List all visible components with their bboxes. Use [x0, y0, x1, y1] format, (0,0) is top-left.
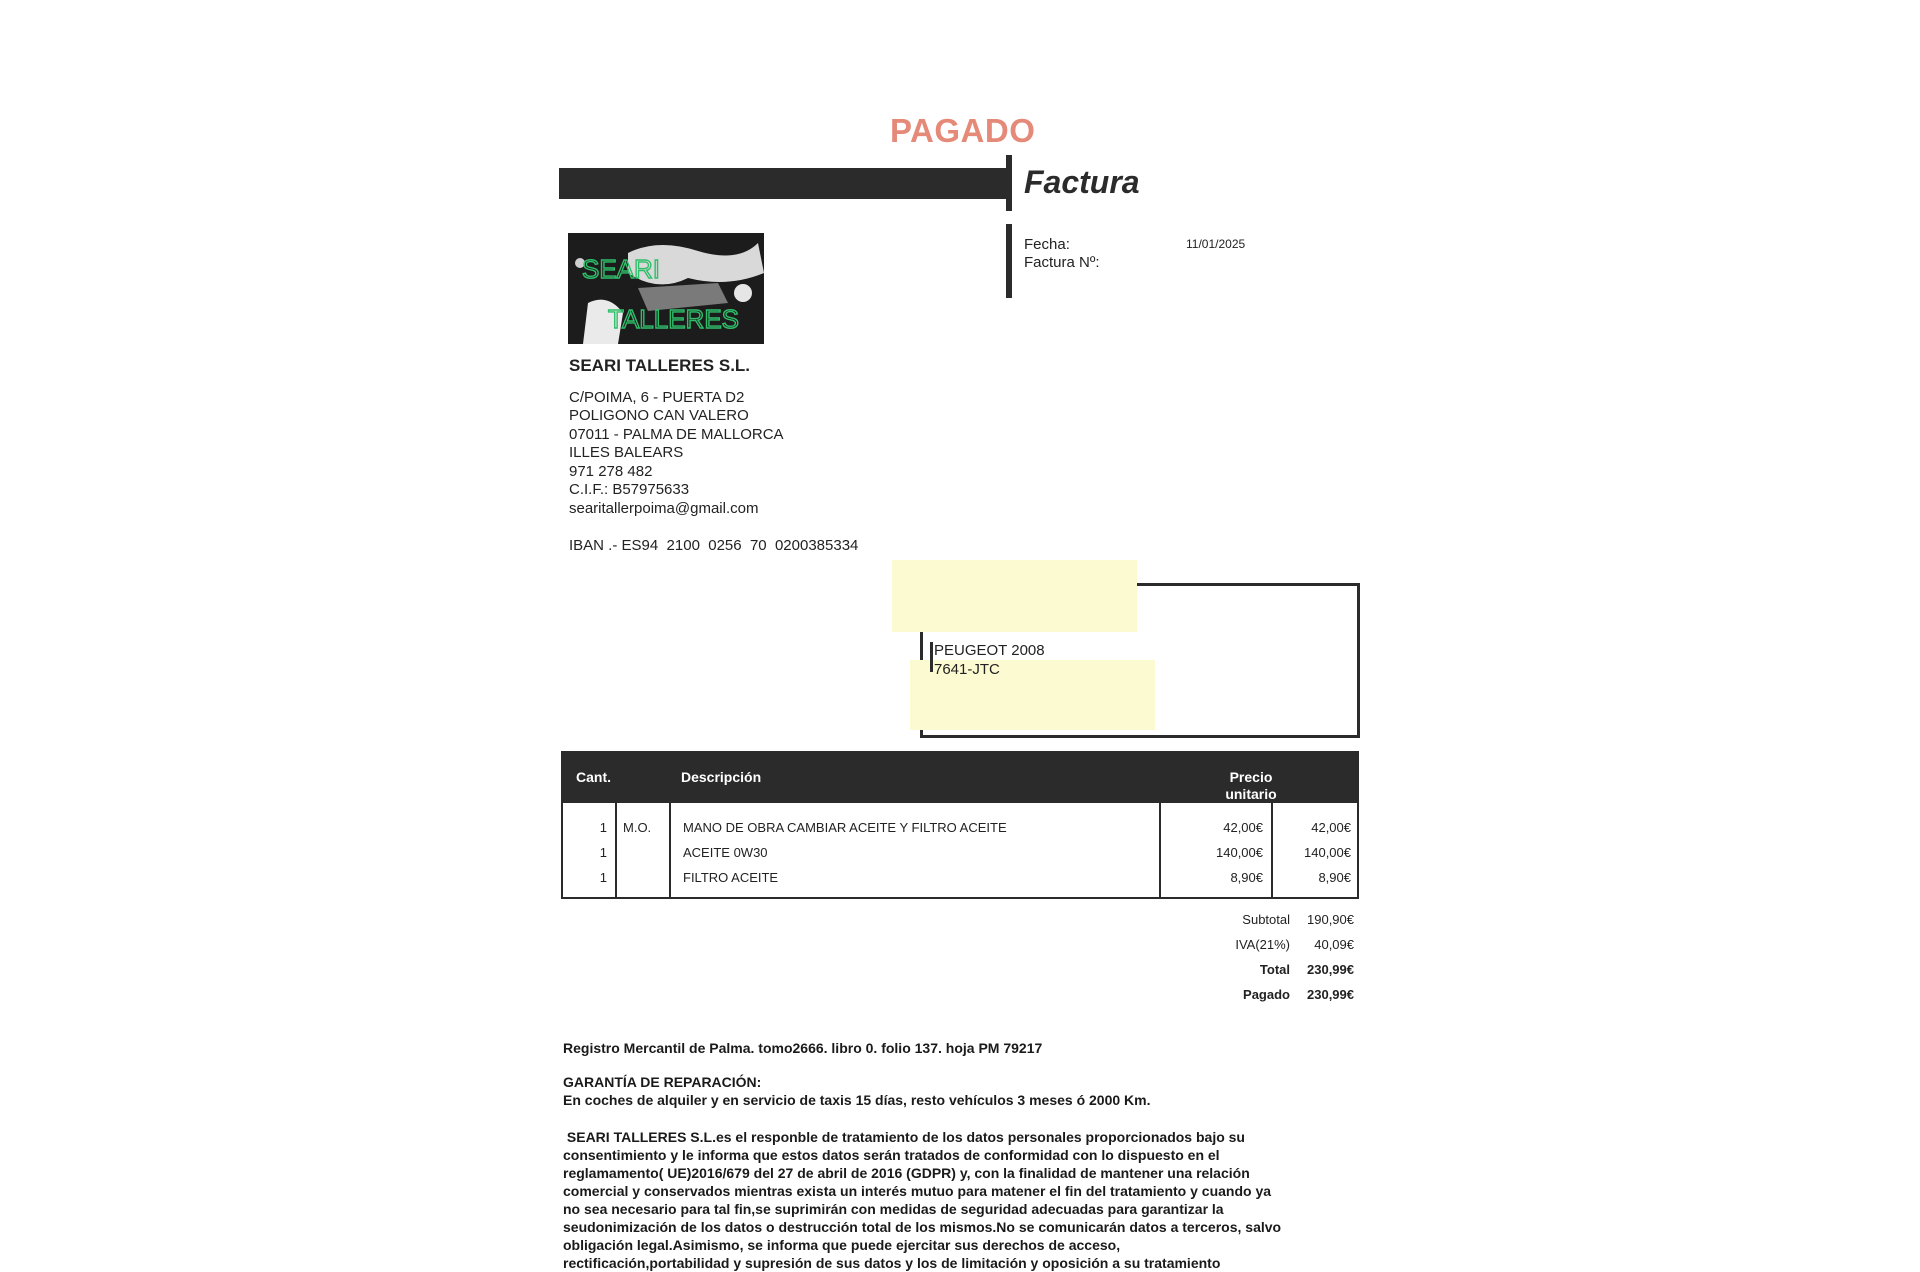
total-label: Total [1259, 962, 1290, 977]
address-line: POLIGONO CAN VALERO [569, 407, 749, 424]
privacy-line: comercial y conservados mientras exista un interés mutuo para matener el fin del tratamiento y cuando ya [563, 1183, 1272, 1199]
redacted-highlight [892, 560, 1137, 632]
row-cant: 1 [599, 870, 607, 885]
header-precio: Precio [1229, 769, 1273, 785]
row-precio: 8,90€ [1230, 870, 1263, 885]
phone: 971 278 482 [569, 463, 653, 480]
subtotal-value: 190,90€ [1307, 912, 1354, 927]
privacy-line: SEARI TALLERES S.L.es el responble de tratamiento de los datos personales proporcionados bajo su [563, 1129, 1245, 1145]
svg-text:SEARI: SEARI [582, 254, 661, 284]
row-desc: MANO DE OBRA CAMBIAR ACEITE Y FILTRO ACEITE [683, 820, 1007, 835]
privacy-line: seudonimización de los datos o destrucción total de los mismos.No se comunicarán datos a terceros, salvo [563, 1219, 1282, 1235]
privacy-line: reglamamento( UE)2016/679 del 27 de abril de 2016 (GDPR) y, con la finalidad de mantener una relación [563, 1165, 1250, 1181]
header-divider [1006, 155, 1012, 211]
items-table [561, 803, 1359, 899]
address-line: C/POIMA, 6 - PUERTA D2 [569, 389, 745, 406]
address-line: ILLES BALEARS [569, 444, 684, 461]
privacy-line: rectificación,portabilidad y supresión de sus datos y los de limitación y oposición a su tratamiento [563, 1255, 1221, 1271]
row-cant: 1 [599, 845, 607, 860]
row-desc: FILTRO ACEITE [683, 870, 779, 885]
email: searitallerpoima@gmail.com [569, 500, 759, 517]
header-unitario: unitario [1225, 786, 1277, 802]
row-precio: 140,00€ [1216, 845, 1263, 860]
privacy-line: consentimiento y le informa que estos datos serán tratados de conformidad con lo dispuesto en el [563, 1147, 1220, 1163]
table-row [563, 866, 1361, 890]
header-cant: Cant. [576, 769, 611, 785]
company-logo [568, 233, 764, 344]
iva-label: IVA(21%) [1235, 937, 1290, 952]
company-name: SEARI TALLERES S.L. [569, 356, 751, 375]
document-title: Factura [1024, 164, 1140, 200]
privacy-line: no sea necesario para tal fin,se suprimirán con medidas de seguridad adecuadas para garantizar la [563, 1201, 1224, 1217]
subtotal-label: Subtotal [1242, 912, 1290, 927]
row-cant: 1 [599, 820, 607, 835]
iva-value: 40,09€ [1314, 937, 1354, 952]
warranty-title: GARANTÍA DE REPARACIÓN: [563, 1074, 762, 1090]
address-line: 07011 - PALMA DE MALLORCA [569, 426, 784, 443]
iban: IBAN .- ES94 2100 0256 70 0200385334 [569, 537, 859, 554]
paid-value: 230,99€ [1307, 987, 1354, 1002]
vehicle-model: PEUGEOT 2008 [934, 642, 1045, 659]
table-row [563, 841, 1361, 865]
meta-divider [1006, 224, 1012, 298]
row-precio: 42,00€ [1223, 820, 1263, 835]
vehicle-plate: 7641-JTC [934, 661, 1000, 678]
row-code: M.O. [623, 820, 652, 835]
row-desc: ACEITE 0W30 [683, 845, 768, 860]
row-importe: 140,00€ [1304, 845, 1351, 860]
invoice-number-label: Factura Nº: [1024, 254, 1100, 271]
customer-box-edge [930, 642, 933, 672]
date-value: 11/01/2025 [1186, 237, 1246, 251]
header-descripcion: Descripción [681, 769, 762, 785]
registro-mercantil: Registro Mercantil de Palma. tomo2666. libro 0. folio 137. hoja PM 79217 [563, 1040, 1043, 1056]
row-importe: 42,00€ [1311, 820, 1351, 835]
table-row [563, 816, 1361, 840]
row-importe: 8,90€ [1318, 870, 1351, 885]
warranty-text: En coches de alquiler y en servicio de taxis 15 días, resto vehículos 3 meses ó 2000 Km. [563, 1092, 1151, 1108]
paid-label: Pagado [1243, 987, 1290, 1002]
date-label: Fecha: [1024, 236, 1070, 253]
privacy-line: obligación legal.Asimismo, se informa que puede ejercitar sus derechos de acceso, [563, 1237, 1121, 1253]
paid-stamp: PAGADO [890, 112, 1036, 149]
header-bar [559, 168, 1009, 199]
total-value: 230,99€ [1307, 962, 1354, 977]
svg-text:TALLERES: TALLERES [608, 304, 740, 334]
cif: C.I.F.: B57975633 [569, 481, 690, 498]
table-header [561, 751, 1359, 803]
